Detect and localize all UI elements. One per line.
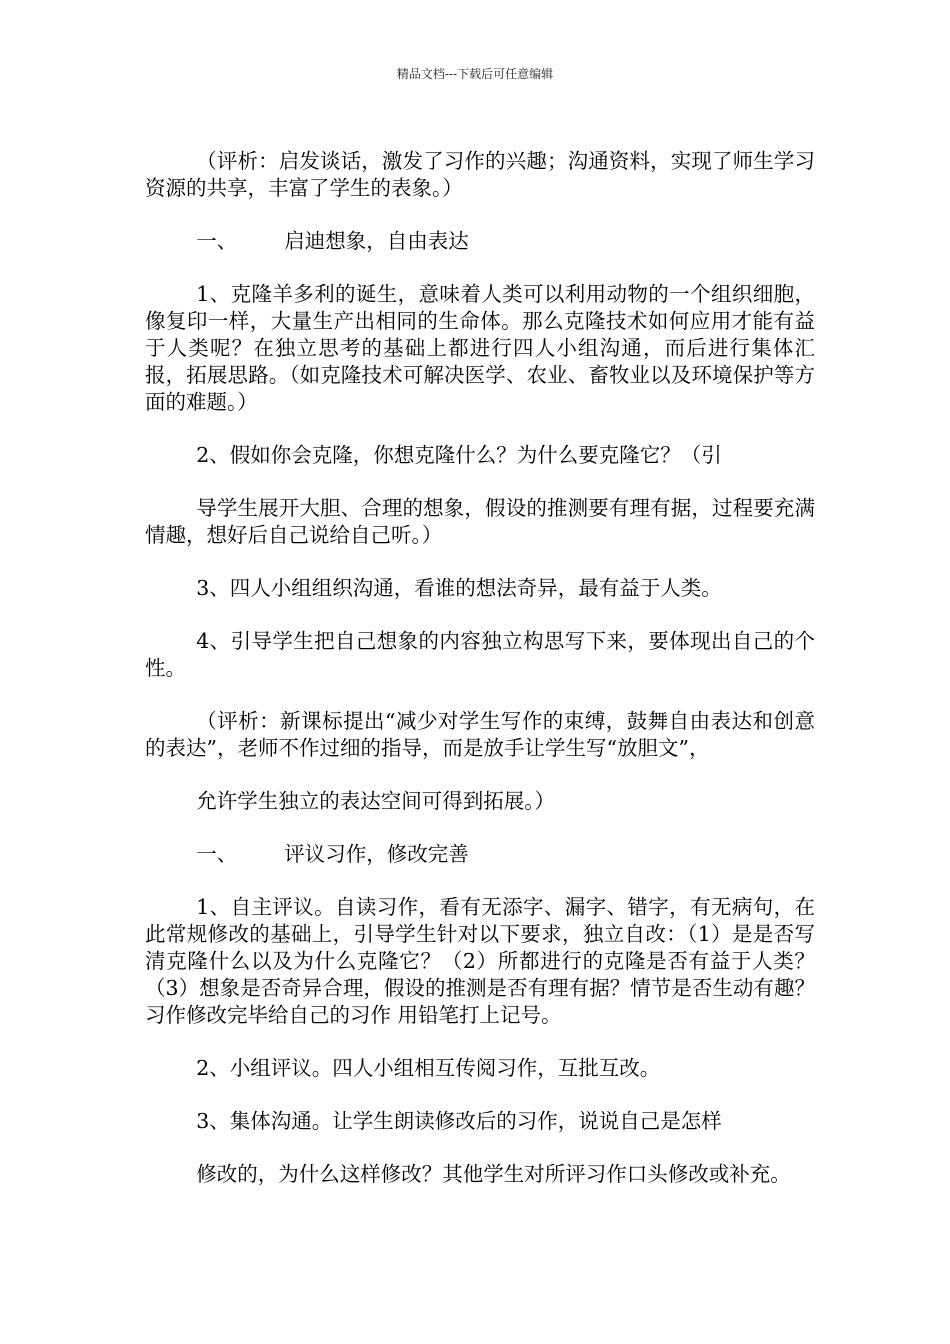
paragraph: 允许学生独立的表达空间可得到拓展。） [196,789,555,813]
paragraph: 1、自主评议。自读习作，看有无添字、漏字、错字，有无病句，在此常规修改的基础上，引导学生针对以下要求，独立自改：（1）是是否写清克隆什么以及为什么克隆它？（2）所都进行的克隆是否有益于人类？（3）想象是否奇异合理，假设的推测是否有理有据？情节是否生动有趣？习作修改完毕给自己的习作 用铅笔打上记号。 [145,895,815,1027]
paragraph: 3、集体沟通。让学生朗读修改后的习作，说说自己是怎样 [196,1109,722,1133]
paragraph: 修改的，为什么这样修改？其他学生对所评习作口头修改或补充。 [196,1162,791,1186]
paragraph: （评析：新课标提出“减少对学生写作的束缚，鼓舞自由表达和创意的表达”，老师不作过细的指导，而是放手让学生写“放胆文”， [145,709,815,760]
paragraph: （评析：启发谈话，激发了习作的兴趣；沟通资料，实现了师生学习资源的共享，丰富了学生的表象。） [145,149,815,200]
section-heading [145,841,815,868]
section-number: 一、 [196,842,238,866]
section-title: 评议习作，修改完善 [284,842,469,866]
paragraph: 导学生展开大胆、合理的想象，假设的推测要有理有据，过程要充满情趣，想好后自己说给自己听。） [145,496,815,547]
section-title: 启迪想象，自由表达 [284,229,469,253]
paragraph: 2、小组评议。四人小组相互传阅习作，互批互改。 [196,1056,661,1080]
section-heading [145,228,815,255]
paragraph: 3、四人小组组织沟通，看谁的想法奇异，最有益于人类。 [196,576,722,600]
document-body [145,148,815,1188]
section-number: 一、 [196,229,238,253]
paragraph: 1、克隆羊多利的诞生，意味着人类可以利用动物的一个组织细胞，像复印一样，大量生产出相同的生命体。那么克隆技术如何应用才能有益于人类呢？在独立思考的基础上都进行四人小组沟通，而后进行集体汇报，拓展思路。（如克隆技术可解决医学、农业、畜牧业以及环境保护等方面的难题。） [145,282,815,414]
page-header: 精品文档---下载后可任意编辑 [396,67,554,81]
paragraph: 4、引导学生把自己想象的内容独立构思写下来，要体现出自己的个性。 [145,629,815,680]
paragraph: 2、假如你会克隆，你想克隆什么？为什么要克隆它？（引 [196,443,722,467]
